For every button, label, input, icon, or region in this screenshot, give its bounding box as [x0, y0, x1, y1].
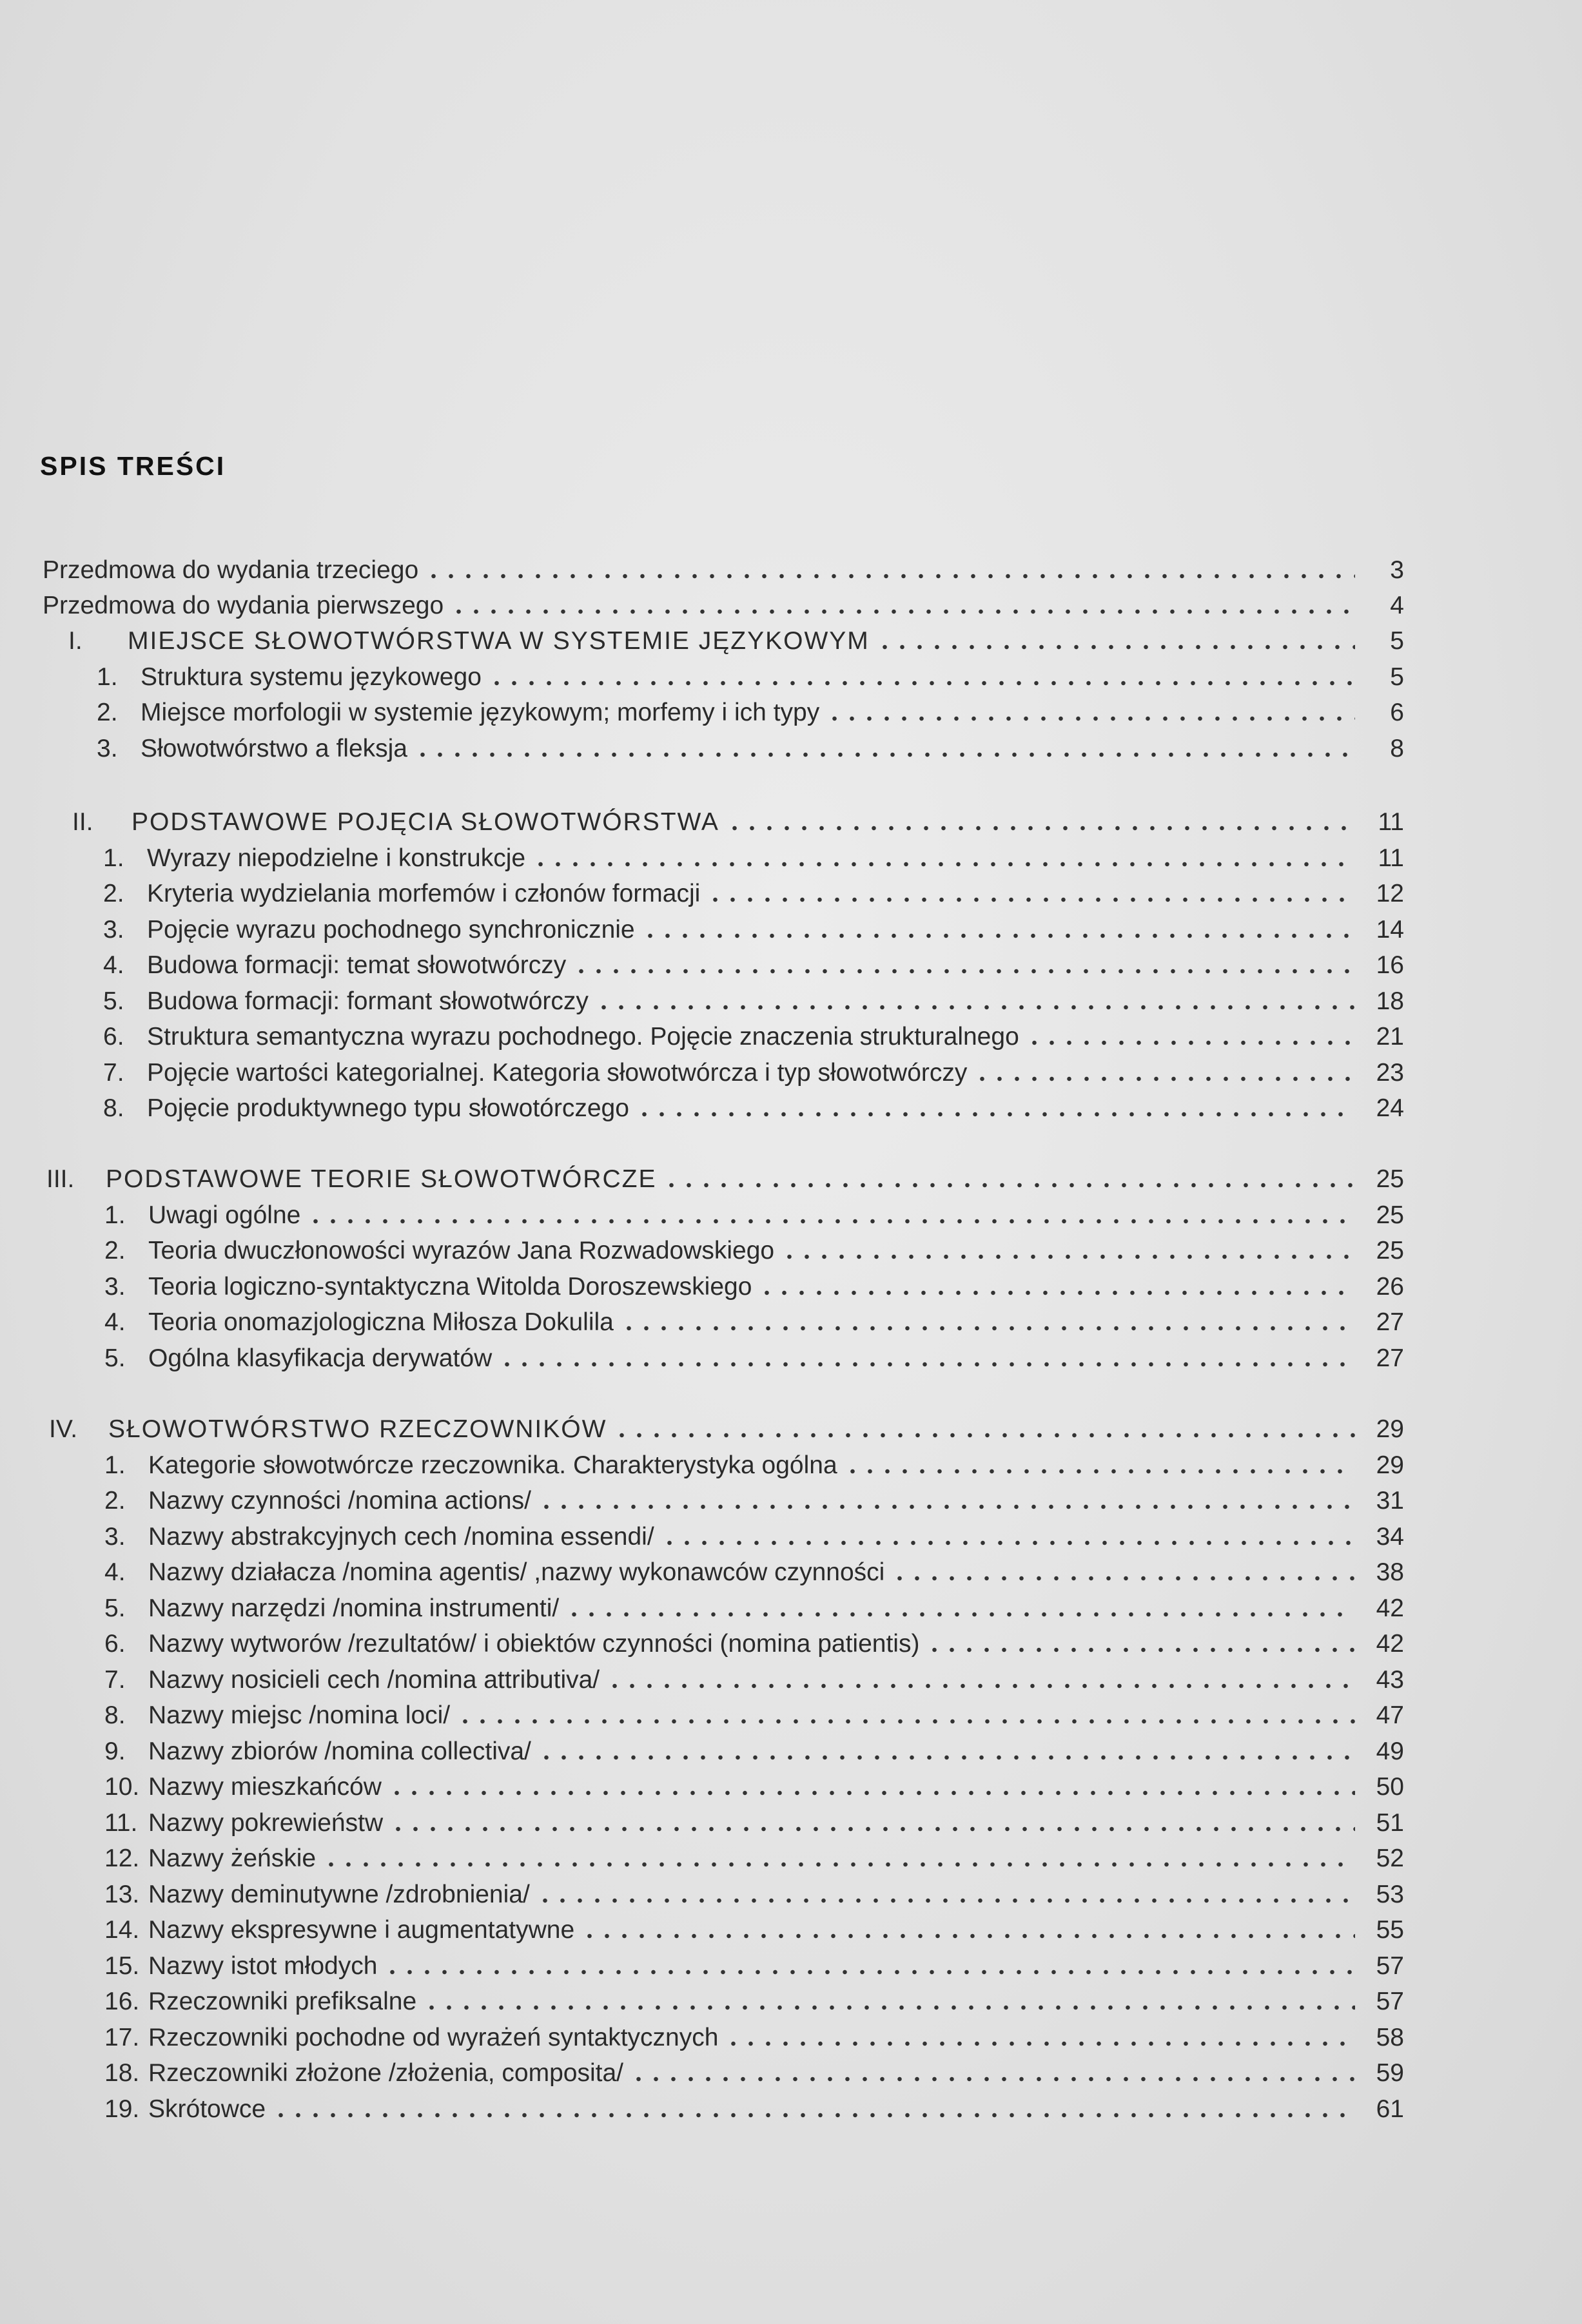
dot-leader — [423, 2004, 1355, 2011]
dot-leader — [1026, 1039, 1355, 1047]
section-label: Nazwy wytworów /rezultatów/ i obiektów czynności (nomina patientis) — [148, 1630, 920, 1658]
section-label: Nazwy narzędzi /nomina instrumenti/ — [148, 1594, 560, 1622]
section-number: 3. — [104, 1522, 126, 1551]
section-number: 6. — [104, 1630, 126, 1658]
section-label: Kryteria wydzielania morfemów i członów formacji — [147, 880, 701, 907]
dot-leader — [488, 679, 1355, 687]
entry-label: Przedmowa do wydania pierwszego — [43, 592, 444, 619]
toc-entry-section[interactable] — [104, 1698, 1404, 1733]
dot-leader — [384, 1968, 1355, 1976]
dot-leader — [425, 572, 1355, 580]
section-number: 13. — [104, 1880, 140, 1908]
page-number: 3 — [1390, 556, 1404, 584]
chapter-number: IV. — [49, 1415, 78, 1443]
section-number: 7. — [103, 1058, 124, 1087]
dot-leader — [663, 1181, 1355, 1189]
section-label: Struktura semantyczna wyrazu pochodnego. Pojęcie znaczenia strukturalnego — [147, 1023, 1019, 1051]
toc-entry-section[interactable] — [104, 1305, 1404, 1340]
toc-entry-section[interactable] — [104, 1484, 1404, 1518]
section-number: 2. — [103, 880, 124, 907]
chapter-number: I. — [68, 627, 83, 655]
section-number: 17. — [104, 2023, 140, 2051]
dot-leader — [636, 1110, 1355, 1118]
page-number: 5 — [1390, 663, 1404, 691]
page-number: 50 — [1376, 1773, 1404, 1801]
toc-entry-section[interactable] — [104, 1270, 1404, 1304]
page-number: 27 — [1376, 1308, 1404, 1336]
dot-leader — [726, 824, 1355, 832]
page-number: 11 — [1378, 844, 1404, 872]
page-title: SPIS TREŚCI — [40, 451, 226, 481]
section-label: Budowa formacji: formant słowotwórczy — [147, 987, 589, 1015]
toc-entry-chapter[interactable] — [72, 805, 1404, 840]
dot-leader — [572, 967, 1355, 975]
page-number: 21 — [1376, 1023, 1404, 1051]
toc-entry-section[interactable] — [104, 1663, 1404, 1698]
section-label: Nazwy istot młodych — [148, 1951, 378, 1980]
section-number: 2. — [104, 1237, 126, 1264]
toc-entry-section[interactable] — [104, 1520, 1404, 1554]
dot-leader — [781, 1253, 1355, 1261]
page-number: 26 — [1376, 1272, 1404, 1301]
section-label: Nazwy działacza /nomina agentis/ ,nazwy wykonawców czynności — [148, 1558, 885, 1586]
dot-leader — [536, 1897, 1355, 1904]
toc-entry-section[interactable] — [104, 1806, 1404, 1841]
dot-leader — [641, 932, 1355, 940]
section-label: Nazwy mieszkańców — [148, 1773, 382, 1801]
dot-leader — [538, 1754, 1355, 1761]
section-number: 9. — [104, 1737, 126, 1765]
dot-leader — [565, 1611, 1355, 1618]
page-number: 57 — [1376, 1988, 1404, 2015]
section-label: Nazwy deminutywne /zdrobnienia/ — [148, 1880, 530, 1908]
page-number: 57 — [1376, 1951, 1404, 1980]
toc-entry-section[interactable] — [104, 2056, 1404, 2091]
dot-leader — [973, 1075, 1355, 1083]
chapter-number: III. — [46, 1165, 75, 1193]
section-label: Ogólna klasyfikacja derywatów — [148, 1344, 493, 1372]
section-number: 1. — [97, 663, 118, 691]
toc-entry-section[interactable] — [104, 1591, 1404, 1626]
toc-entry-section[interactable] — [103, 948, 1404, 983]
section-label: Kategorie słowotwórcze rzeczownika. Charakterystyka ogólna — [148, 1451, 837, 1479]
section-number: 1. — [104, 1201, 126, 1229]
page-number: 61 — [1376, 2095, 1404, 2123]
dot-leader — [620, 1324, 1355, 1332]
section-label: Pojęcie wyrazu pochodnego synchronicznie — [147, 915, 635, 944]
section-label: Skrótowce — [148, 2095, 266, 2123]
section-number: 2. — [97, 699, 118, 726]
toc-entry-section[interactable] — [104, 1341, 1404, 1376]
page-number: 16 — [1376, 951, 1404, 979]
dot-leader — [532, 860, 1355, 868]
page-number: 53 — [1376, 1880, 1404, 1908]
page-number: 24 — [1376, 1094, 1404, 1122]
toc-entry-section[interactable] — [104, 1627, 1404, 1661]
section-number: 1. — [103, 844, 124, 872]
dot-leader — [388, 1789, 1355, 1797]
section-number: 16. — [104, 1988, 140, 2015]
section-label: Pojęcie produktywnego typu słowotórczego — [147, 1094, 629, 1122]
page-number: 25 — [1376, 1201, 1404, 1229]
section-label: Nazwy nosicieli cech /nomina attributiva/ — [148, 1665, 600, 1694]
section-label: Teoria dwuczłonowości wyrazów Jana Rozwadowskiego — [148, 1237, 775, 1264]
page-number: 12 — [1376, 880, 1404, 907]
section-label: Nazwy czynności /nomina actions/ — [148, 1487, 531, 1515]
section-number: 19. — [104, 2095, 140, 2123]
toc-entry-section[interactable] — [103, 1020, 1404, 1054]
section-number: 3. — [104, 1272, 126, 1301]
page-number: 51 — [1376, 1808, 1404, 1837]
dot-leader — [538, 1503, 1355, 1511]
toc-entry-section[interactable] — [97, 660, 1404, 695]
section-number: 4. — [104, 1308, 126, 1336]
section-label: Rzeczowniki pochodne od wyrażeń syntaktycznych — [148, 2023, 719, 2051]
section-number: 15. — [104, 1951, 140, 1980]
toc-entry-section[interactable] — [103, 984, 1404, 1019]
section-number: 8. — [103, 1094, 124, 1122]
page-number: 42 — [1376, 1594, 1404, 1622]
toc-entry-section[interactable] — [103, 913, 1404, 947]
toc-entry-chapter[interactable] — [68, 624, 1404, 659]
section-number: 4. — [104, 1558, 126, 1586]
toc-entry-section[interactable] — [104, 1841, 1404, 1876]
toc-entry-section[interactable] — [104, 1555, 1404, 1590]
page-number: 59 — [1376, 2059, 1404, 2087]
section-label: Nazwy abstrakcyjnych cech /nomina essendi/ — [148, 1522, 654, 1551]
section-number: 3. — [103, 915, 124, 944]
dot-leader — [891, 1574, 1355, 1582]
toc-entry-section[interactable] — [104, 1949, 1404, 1984]
section-number: 14. — [104, 1916, 140, 1944]
dot-leader — [725, 2040, 1355, 2048]
section-label: Nazwy miejsc /nomina loci/ — [148, 1701, 451, 1729]
section-label: Słowotwórstwo a fleksja — [141, 734, 407, 762]
dot-leader — [876, 643, 1355, 651]
page-number: 38 — [1376, 1558, 1404, 1586]
dot-leader — [613, 1431, 1355, 1439]
section-label: Uwagi ogólne — [148, 1201, 301, 1229]
chapter-number: II. — [72, 808, 93, 836]
page-number: 29 — [1376, 1415, 1404, 1443]
section-label: Teoria logiczno-syntaktyczna Witolda Doroszewskiego — [148, 1272, 752, 1301]
page-number: 25 — [1376, 1237, 1404, 1264]
section-number: 7. — [104, 1665, 126, 1694]
section-label: Nazwy zbiorów /nomina collectiva/ — [148, 1737, 531, 1765]
page-number: 55 — [1376, 1916, 1404, 1944]
toc-entry-section[interactable] — [104, 1448, 1404, 1483]
toc-entry-section[interactable] — [97, 695, 1404, 730]
toc-entry-section[interactable] — [103, 841, 1404, 876]
toc-entry-preface[interactable] — [43, 553, 1404, 588]
page-number: 6 — [1390, 699, 1404, 726]
chapter-title: SŁOWOTWÓRSTWO RZECZOWNIKÓW — [108, 1415, 607, 1443]
dot-leader — [498, 1361, 1355, 1368]
toc-entry-section[interactable] — [104, 1734, 1404, 1769]
page-number: 49 — [1376, 1737, 1404, 1765]
section-number: 10. — [104, 1773, 140, 1801]
page-number: 58 — [1376, 2023, 1404, 2051]
dot-leader — [758, 1289, 1355, 1297]
page-number: 29 — [1376, 1451, 1404, 1479]
dot-leader — [826, 715, 1355, 722]
chapter-title: PODSTAWOWE POJĘCIA SŁOWOTWÓRSTWA — [132, 808, 719, 836]
toc-entry-preface[interactable] — [43, 588, 1404, 623]
toc-entry-section[interactable] — [104, 1984, 1404, 2019]
page-number: 14 — [1376, 915, 1404, 944]
section-number: 5. — [104, 1594, 126, 1622]
dot-leader — [414, 751, 1355, 759]
section-number: 1. — [104, 1451, 126, 1479]
toc-entry-section[interactable] — [103, 1091, 1404, 1126]
chapter-title: PODSTAWOWE TEORIE SŁOWOTWÓRCZE — [106, 1165, 657, 1193]
section-label: Nazwy ekspresywne i augmentatywne — [148, 1916, 575, 1944]
section-label: Nazwy pokrewieństw — [148, 1808, 384, 1837]
page-number: 8 — [1390, 734, 1404, 762]
page-number: 11 — [1378, 808, 1404, 836]
section-number: 12. — [104, 1845, 140, 1872]
section-number: 18. — [104, 2059, 140, 2087]
page-number: 42 — [1376, 1630, 1404, 1658]
dot-leader — [661, 1539, 1355, 1547]
section-label: Pojęcie wartości kategorialnej. Kategoria słowotwórcza i typ słowotwórczy — [147, 1058, 968, 1087]
toc-entry-section[interactable] — [104, 1913, 1404, 1948]
page-number: 43 — [1376, 1665, 1404, 1694]
section-label: Rzeczowniki złożone /złożenia, composita/ — [148, 2059, 624, 2087]
section-label: Rzeczowniki prefiksalne — [148, 1988, 417, 2015]
section-number: 6. — [103, 1023, 124, 1051]
section-number: 3. — [97, 734, 118, 762]
dot-leader — [606, 1682, 1355, 1690]
page-number: 25 — [1376, 1165, 1404, 1193]
toc-entry-section[interactable] — [104, 1877, 1404, 1912]
section-label: Struktura systemu językowego — [141, 663, 482, 691]
page-number: 31 — [1376, 1487, 1404, 1515]
dot-leader — [707, 896, 1355, 904]
toc-entry-section[interactable] — [104, 2020, 1404, 2055]
toc-entry-section[interactable] — [104, 1234, 1404, 1268]
section-number: 8. — [104, 1701, 126, 1729]
dot-leader — [926, 1646, 1355, 1654]
section-number: 11. — [104, 1808, 138, 1837]
page-number: 23 — [1376, 1058, 1404, 1087]
toc-entry-chapter[interactable] — [46, 1162, 1404, 1197]
section-label: Nazwy żeńskie — [148, 1845, 317, 1872]
dot-leader — [389, 1825, 1355, 1833]
toc-entry-section[interactable] — [103, 876, 1404, 911]
dot-leader — [272, 2111, 1355, 2119]
page-number: 47 — [1376, 1701, 1404, 1729]
section-label: Wyrazy niepodzielne i konstrukcje — [147, 844, 526, 872]
page-number: 27 — [1376, 1344, 1404, 1372]
section-label: Miejsce morfologii w systemie językowym; morfemy i ich typy — [141, 699, 820, 726]
toc-entry-chapter[interactable] — [49, 1412, 1404, 1447]
section-label: Budowa formacji: temat słowotwórczy — [147, 951, 567, 979]
page-number: 18 — [1376, 987, 1404, 1015]
dot-leader — [307, 1217, 1355, 1225]
dot-leader — [456, 1718, 1355, 1725]
section-number: 5. — [103, 987, 124, 1015]
toc-entry-section[interactable] — [104, 1770, 1404, 1805]
section-number: 5. — [104, 1344, 126, 1372]
section-label: Teoria onomazjologiczna Miłosza Dokulila — [148, 1308, 614, 1336]
chapter-title: MIEJSCE SŁOWOTWÓRSTWA W SYSTEMIE JĘZYKOWYM — [128, 627, 870, 655]
dot-leader — [450, 608, 1355, 615]
page-number: 52 — [1376, 1845, 1404, 1872]
toc-entry-section[interactable] — [97, 731, 1404, 766]
dot-leader — [595, 1003, 1355, 1011]
dot-leader — [322, 1861, 1355, 1868]
page-number: 4 — [1390, 592, 1404, 619]
dot-leader — [844, 1467, 1355, 1475]
section-number: 4. — [103, 951, 124, 979]
toc-entry-section[interactable] — [104, 1198, 1404, 1233]
page-number: 34 — [1376, 1522, 1404, 1551]
toc-entry-section[interactable] — [104, 2092, 1404, 2127]
page-number: 5 — [1390, 627, 1404, 655]
section-number: 2. — [104, 1487, 126, 1515]
entry-label: Przedmowa do wydania trzeciego — [43, 556, 419, 584]
toc-entry-section[interactable] — [103, 1056, 1404, 1090]
dot-leader — [581, 1932, 1355, 1940]
dot-leader — [630, 2075, 1355, 2083]
